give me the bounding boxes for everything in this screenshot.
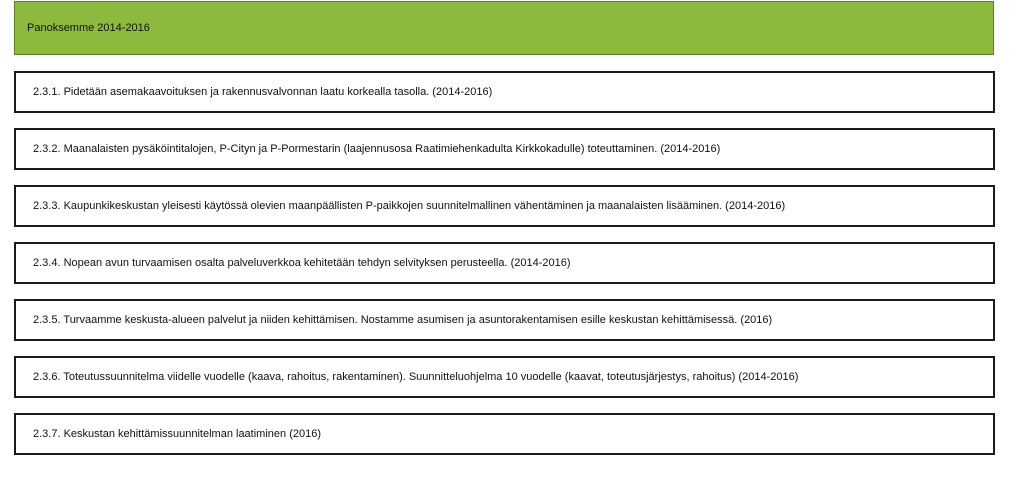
action-item <box>14 299 995 341</box>
action-item <box>14 242 995 284</box>
action-item-text: 2.3.1. Pidetään asemakaavoituksen ja rakennusvalvonnan laatu korkealla tasolla. (2014-2016) <box>33 86 493 98</box>
section-header <box>14 1 994 55</box>
action-item-text: 2.3.5. Turvaamme keskusta-alueen palvelut ja niiden kehittämisen. Nostamme asumisen ja asuntorakentamisen esille keskustan kehittämisessä. (2016) <box>33 314 773 326</box>
action-item <box>14 71 995 113</box>
action-item-text: 2.3.2. Maanalaisten pysäköintitalojen, P-Cityn ja P-Pormestarin (laajennusosa Raatimiehenkadulta Kirkkokadulle) toteuttaminen. (2014-2016) <box>33 143 721 155</box>
section-title: Panoksemme 2014-2016 <box>27 22 150 34</box>
action-item <box>14 128 995 170</box>
action-item-text: 2.3.4. Nopean avun turvaamisen osalta palveluverkkoa kehitetään tehdyn selvityksen perusteella. (2014-2016) <box>33 257 571 269</box>
action-item-text: 2.3.3. Kaupunkikeskustan yleisesti käytössä olevien maanpäällisten P-paikkojen suunnitelmallinen vähentäminen ja maanalaisten lisääminen. (2014-2016) <box>33 200 786 212</box>
action-item <box>14 185 995 227</box>
action-item-text: 2.3.6. Toteutussuunnitelma viidelle vuodelle (kaava, rahoitus, rakentaminen). Suunnitteluohjelma 10 vuodelle (kaavat, toteutusjärjestys, rahoitus) (2014-2016) <box>33 371 799 383</box>
action-item <box>14 413 995 455</box>
action-item-text: 2.3.7. Keskustan kehittämissuunnitelman laatiminen (2016) <box>33 428 321 440</box>
action-item-list <box>14 71 995 470</box>
action-item <box>14 356 995 398</box>
